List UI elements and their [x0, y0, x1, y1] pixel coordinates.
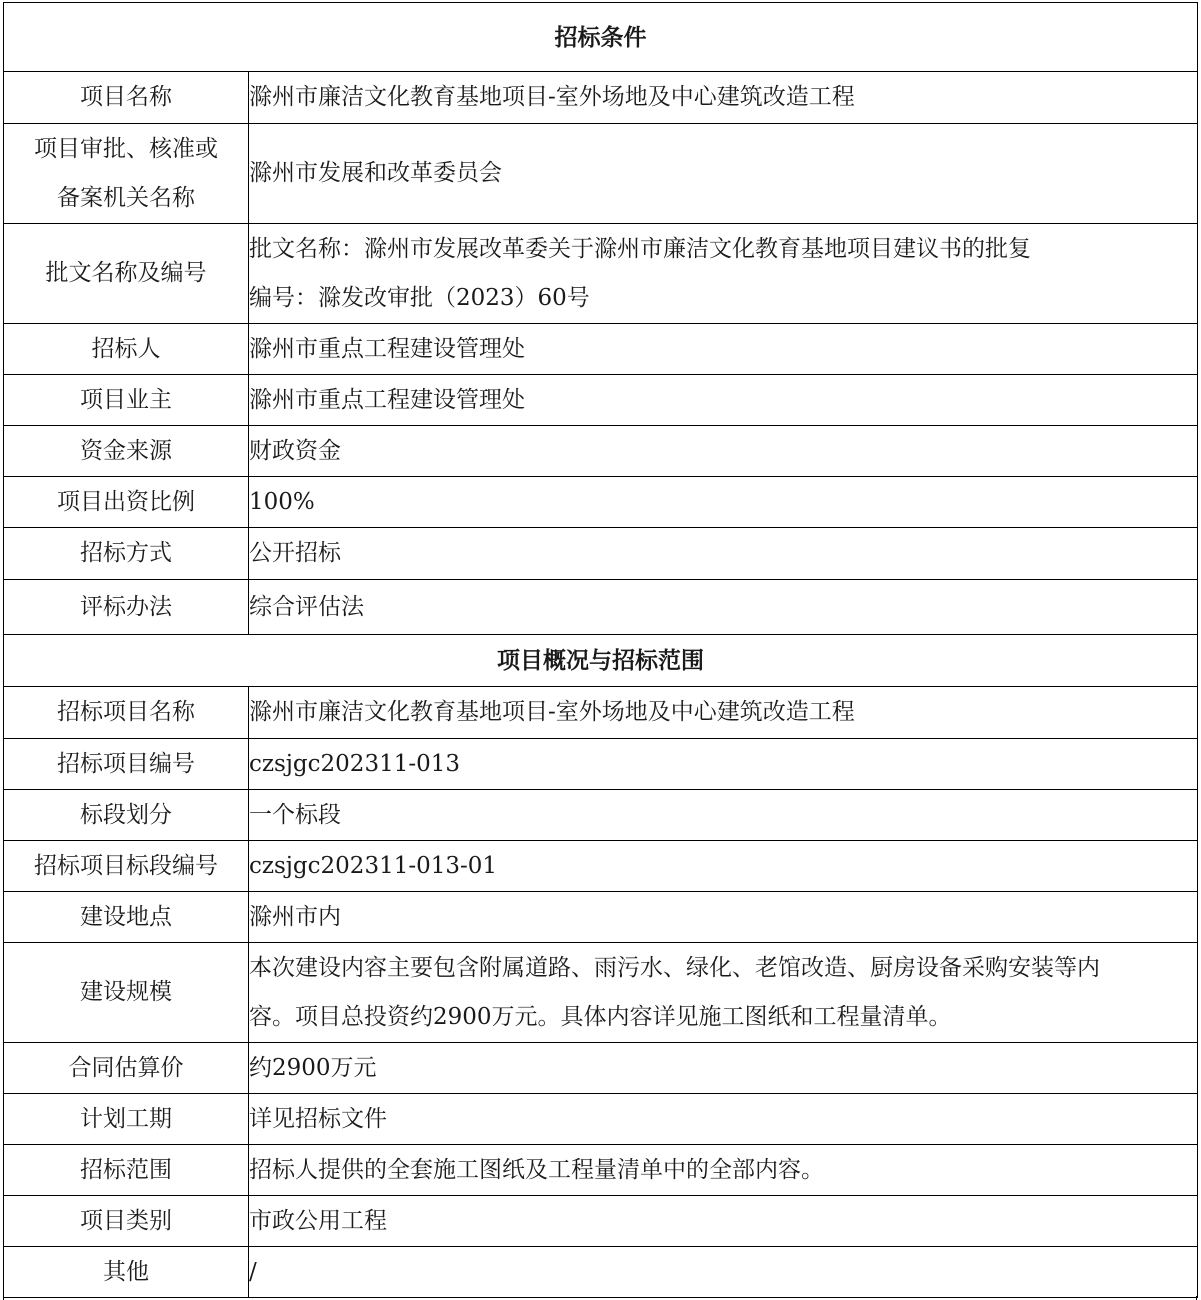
row-label: 评标办法	[4, 580, 249, 635]
section-title-bidding-conditions: 招标条件	[4, 3, 1198, 72]
table-row	[4, 943, 1198, 1043]
table-row	[4, 124, 1198, 224]
table-row	[4, 580, 1198, 635]
row-label: 项目类别	[4, 1196, 249, 1247]
row-label: 标段划分	[4, 790, 249, 841]
row-value: 约2900万元	[249, 1043, 1198, 1094]
row-value: 滁州市廉洁文化教育基地项目-室外场地及中心建筑改造工程	[249, 687, 1198, 739]
row-label: 招标项目名称	[4, 687, 249, 739]
row-label: 合同估算价	[4, 1043, 249, 1094]
table-row	[4, 324, 1198, 375]
row-label: 项目名称	[4, 72, 249, 124]
table-row	[4, 72, 1198, 124]
row-value: 财政资金	[249, 426, 1198, 477]
row-value-line: 容。项目总投资约2900万元。具体内容详见施工图纸和工程量清单。	[249, 1003, 952, 1030]
row-value: czsjgc202311-013-01	[249, 841, 1198, 892]
table-row	[4, 477, 1198, 528]
row-label: 招标项目编号	[4, 739, 249, 790]
row-value: 滁州市发展和改革委员会	[249, 124, 1198, 224]
table-row	[4, 1094, 1198, 1145]
row-value: 一个标段	[249, 790, 1198, 841]
row-label	[4, 124, 249, 224]
table-row	[4, 1196, 1198, 1247]
row-value: 综合评估法	[249, 580, 1198, 635]
row-value: 招标人提供的全套施工图纸及工程量清单中的全部内容。	[249, 1145, 1198, 1196]
row-value: 滁州市重点工程建设管理处	[249, 324, 1198, 375]
row-label: 建设地点	[4, 892, 249, 943]
section-header-row	[4, 3, 1198, 72]
row-label: 建设规模	[4, 943, 249, 1043]
table-row	[4, 687, 1198, 739]
table-row	[4, 224, 1198, 324]
row-value: 滁州市重点工程建设管理处	[249, 375, 1198, 426]
table-row	[4, 1145, 1198, 1196]
row-label: 招标范围	[4, 1145, 249, 1196]
row-label: 招标人	[4, 324, 249, 375]
row-value-line: 编号：滁发改审批（2023）60号	[249, 284, 590, 311]
section-title-project-overview: 项目概况与招标范围	[4, 635, 1198, 687]
row-value	[249, 943, 1198, 1043]
table-row	[4, 790, 1198, 841]
row-label: 招标方式	[4, 528, 249, 580]
table-row	[4, 841, 1198, 892]
table-row	[4, 426, 1198, 477]
row-label-line: 备案机关名称	[57, 184, 195, 211]
table-continuation-edge	[3, 1296, 1197, 1300]
row-value: 滁州市廉洁文化教育基地项目-室外场地及中心建筑改造工程	[249, 72, 1198, 124]
row-value: 市政公用工程	[249, 1196, 1198, 1247]
row-value: 100%	[249, 477, 1198, 528]
row-value	[249, 224, 1198, 324]
bid-info-table	[3, 2, 1198, 1298]
table-row	[4, 375, 1198, 426]
row-label: 项目业主	[4, 375, 249, 426]
table-row	[4, 1247, 1198, 1298]
row-label: 项目出资比例	[4, 477, 249, 528]
row-value: 详见招标文件	[249, 1094, 1198, 1145]
row-value-line: 本次建设内容主要包含附属道路、雨污水、绿化、老馆改造、厨房设备采购安装等内	[249, 954, 1100, 981]
section-header-row	[4, 635, 1198, 687]
table-row	[4, 528, 1198, 580]
table-row	[4, 892, 1198, 943]
row-label: 批文名称及编号	[4, 224, 249, 324]
row-label: 计划工期	[4, 1094, 249, 1145]
table-row	[4, 739, 1198, 790]
table-row	[4, 1043, 1198, 1094]
row-label-line: 项目审批、核准或	[34, 135, 218, 162]
row-value: /	[249, 1247, 1198, 1298]
row-label: 招标项目标段编号	[4, 841, 249, 892]
row-value: 公开招标	[249, 528, 1198, 580]
row-value: czsjgc202311-013	[249, 739, 1198, 790]
row-label: 其他	[4, 1247, 249, 1298]
row-label: 资金来源	[4, 426, 249, 477]
row-value-line: 批文名称：滁州市发展改革委关于滁州市廉洁文化教育基地项目建议书的批复	[249, 235, 1031, 262]
row-value: 滁州市内	[249, 892, 1198, 943]
